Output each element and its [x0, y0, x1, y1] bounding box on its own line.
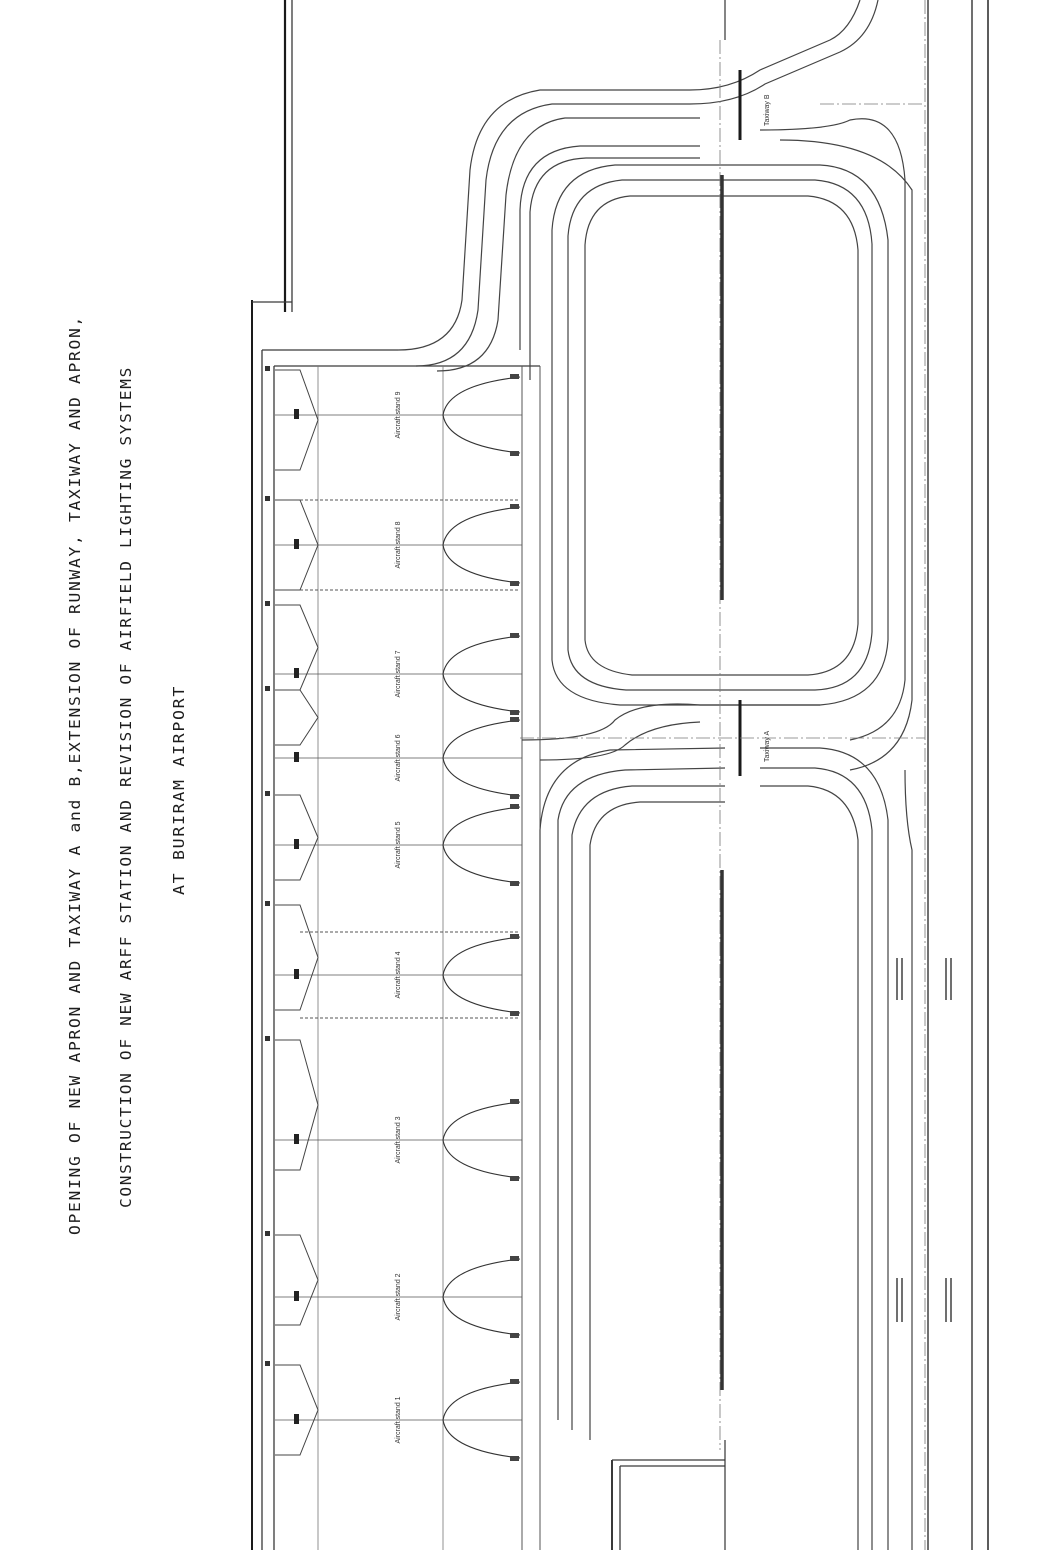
stand-edge-light	[510, 710, 519, 715]
stand-edge-light	[510, 1256, 519, 1261]
stand-stop-marker	[294, 1134, 299, 1144]
gate-bridge	[275, 795, 318, 880]
aircraft-stand	[265, 1036, 522, 1181]
apron-edge-light	[265, 686, 270, 691]
stand-edge-light	[510, 633, 519, 638]
taxiway-network	[398, 0, 988, 1550]
stand-stop-marker	[294, 752, 299, 762]
title-line-3: AT BURIRAM AIRPORT	[170, 698, 188, 895]
title-line-1: OPENING OF NEW APRON AND TAXIWAY A and B,EXTENSION OF RUNWAY, TAXIWAY AND APRON,	[66, 360, 84, 1235]
title-block	[66, 315, 188, 1235]
aircraft-stand	[265, 791, 522, 886]
stand-stop-marker	[294, 969, 299, 979]
gate-bridge	[275, 370, 318, 470]
stand-edge-light	[510, 1333, 519, 1338]
stand-label: Aircraft stand 3	[395, 1116, 402, 1164]
stand-edge-light	[510, 1379, 519, 1384]
stand-edge-light	[510, 881, 519, 886]
gate-bridge	[275, 1235, 318, 1325]
taxiway-b-label: Taxiway B	[764, 94, 771, 126]
stand-edge-light	[510, 374, 519, 379]
stand-label: Aircraft stand 7	[395, 650, 402, 698]
stand-stop-marker	[294, 1414, 299, 1424]
aircraft-stand	[265, 601, 522, 715]
stand-label: Aircraft stand 6	[395, 734, 402, 782]
stand-edge-light	[510, 1176, 519, 1181]
stand-edge-light	[510, 1456, 519, 1461]
aircraft-stand	[265, 686, 522, 799]
gate-bridge	[275, 1040, 318, 1170]
stand-stop-marker	[294, 839, 299, 849]
stand-edge-light	[510, 804, 519, 809]
aircraft-stand	[265, 901, 522, 1016]
apron-edge-light	[265, 1036, 270, 1041]
stand-label: Aircraft stand 4	[395, 951, 402, 999]
aircraft-stand	[265, 1361, 522, 1461]
stand-label: Aircraft stand 2	[395, 1273, 402, 1321]
apron-edge-light	[265, 601, 270, 606]
title-line-2: CONSTRUCTION OF NEW ARFF STATION AND REVISION OF AIRFIELD LIGHTING SYSTEMS	[117, 399, 135, 1208]
aircraft-stand	[265, 1231, 522, 1338]
stand-edge-light	[510, 1099, 519, 1104]
stand-stop-marker	[294, 409, 299, 419]
stand-stop-marker	[294, 668, 299, 678]
stand-edge-light	[510, 451, 519, 456]
apron-edge-light	[265, 1231, 270, 1236]
stand-edge-light	[510, 1011, 519, 1016]
stand-label: Aircraft stand 5	[395, 821, 402, 869]
apron-outline	[248, 0, 725, 1550]
gate-bridge	[275, 905, 318, 1010]
stand-label: Aircraft stand 8	[395, 521, 402, 569]
stand-edge-light	[510, 717, 519, 722]
stand-edge-light	[510, 504, 519, 509]
apron-edge-light	[265, 366, 270, 371]
stand-label: Aircraft stand 1	[395, 1396, 402, 1444]
aircraft-stand	[265, 496, 522, 590]
apron-edge-light	[265, 496, 270, 501]
stand-edge-light	[510, 794, 519, 799]
stand-edge-light	[510, 934, 519, 939]
taxiway-a-label: Taxiway A	[764, 730, 771, 762]
stand-stop-marker	[294, 1291, 299, 1301]
stand-edge-light	[510, 581, 519, 586]
runway-markings	[897, 958, 951, 1322]
apron-edge-light	[265, 791, 270, 796]
apron-edge-light	[265, 1361, 270, 1366]
stand-label: Aircraft stand 9	[395, 391, 402, 439]
stand-stop-marker	[294, 539, 299, 549]
aircraft-stands	[265, 366, 522, 1461]
aircraft-stand	[265, 366, 522, 470]
apron-edge-light	[265, 901, 270, 906]
gate-bridge	[275, 690, 318, 745]
gate-bridge	[275, 1365, 318, 1455]
